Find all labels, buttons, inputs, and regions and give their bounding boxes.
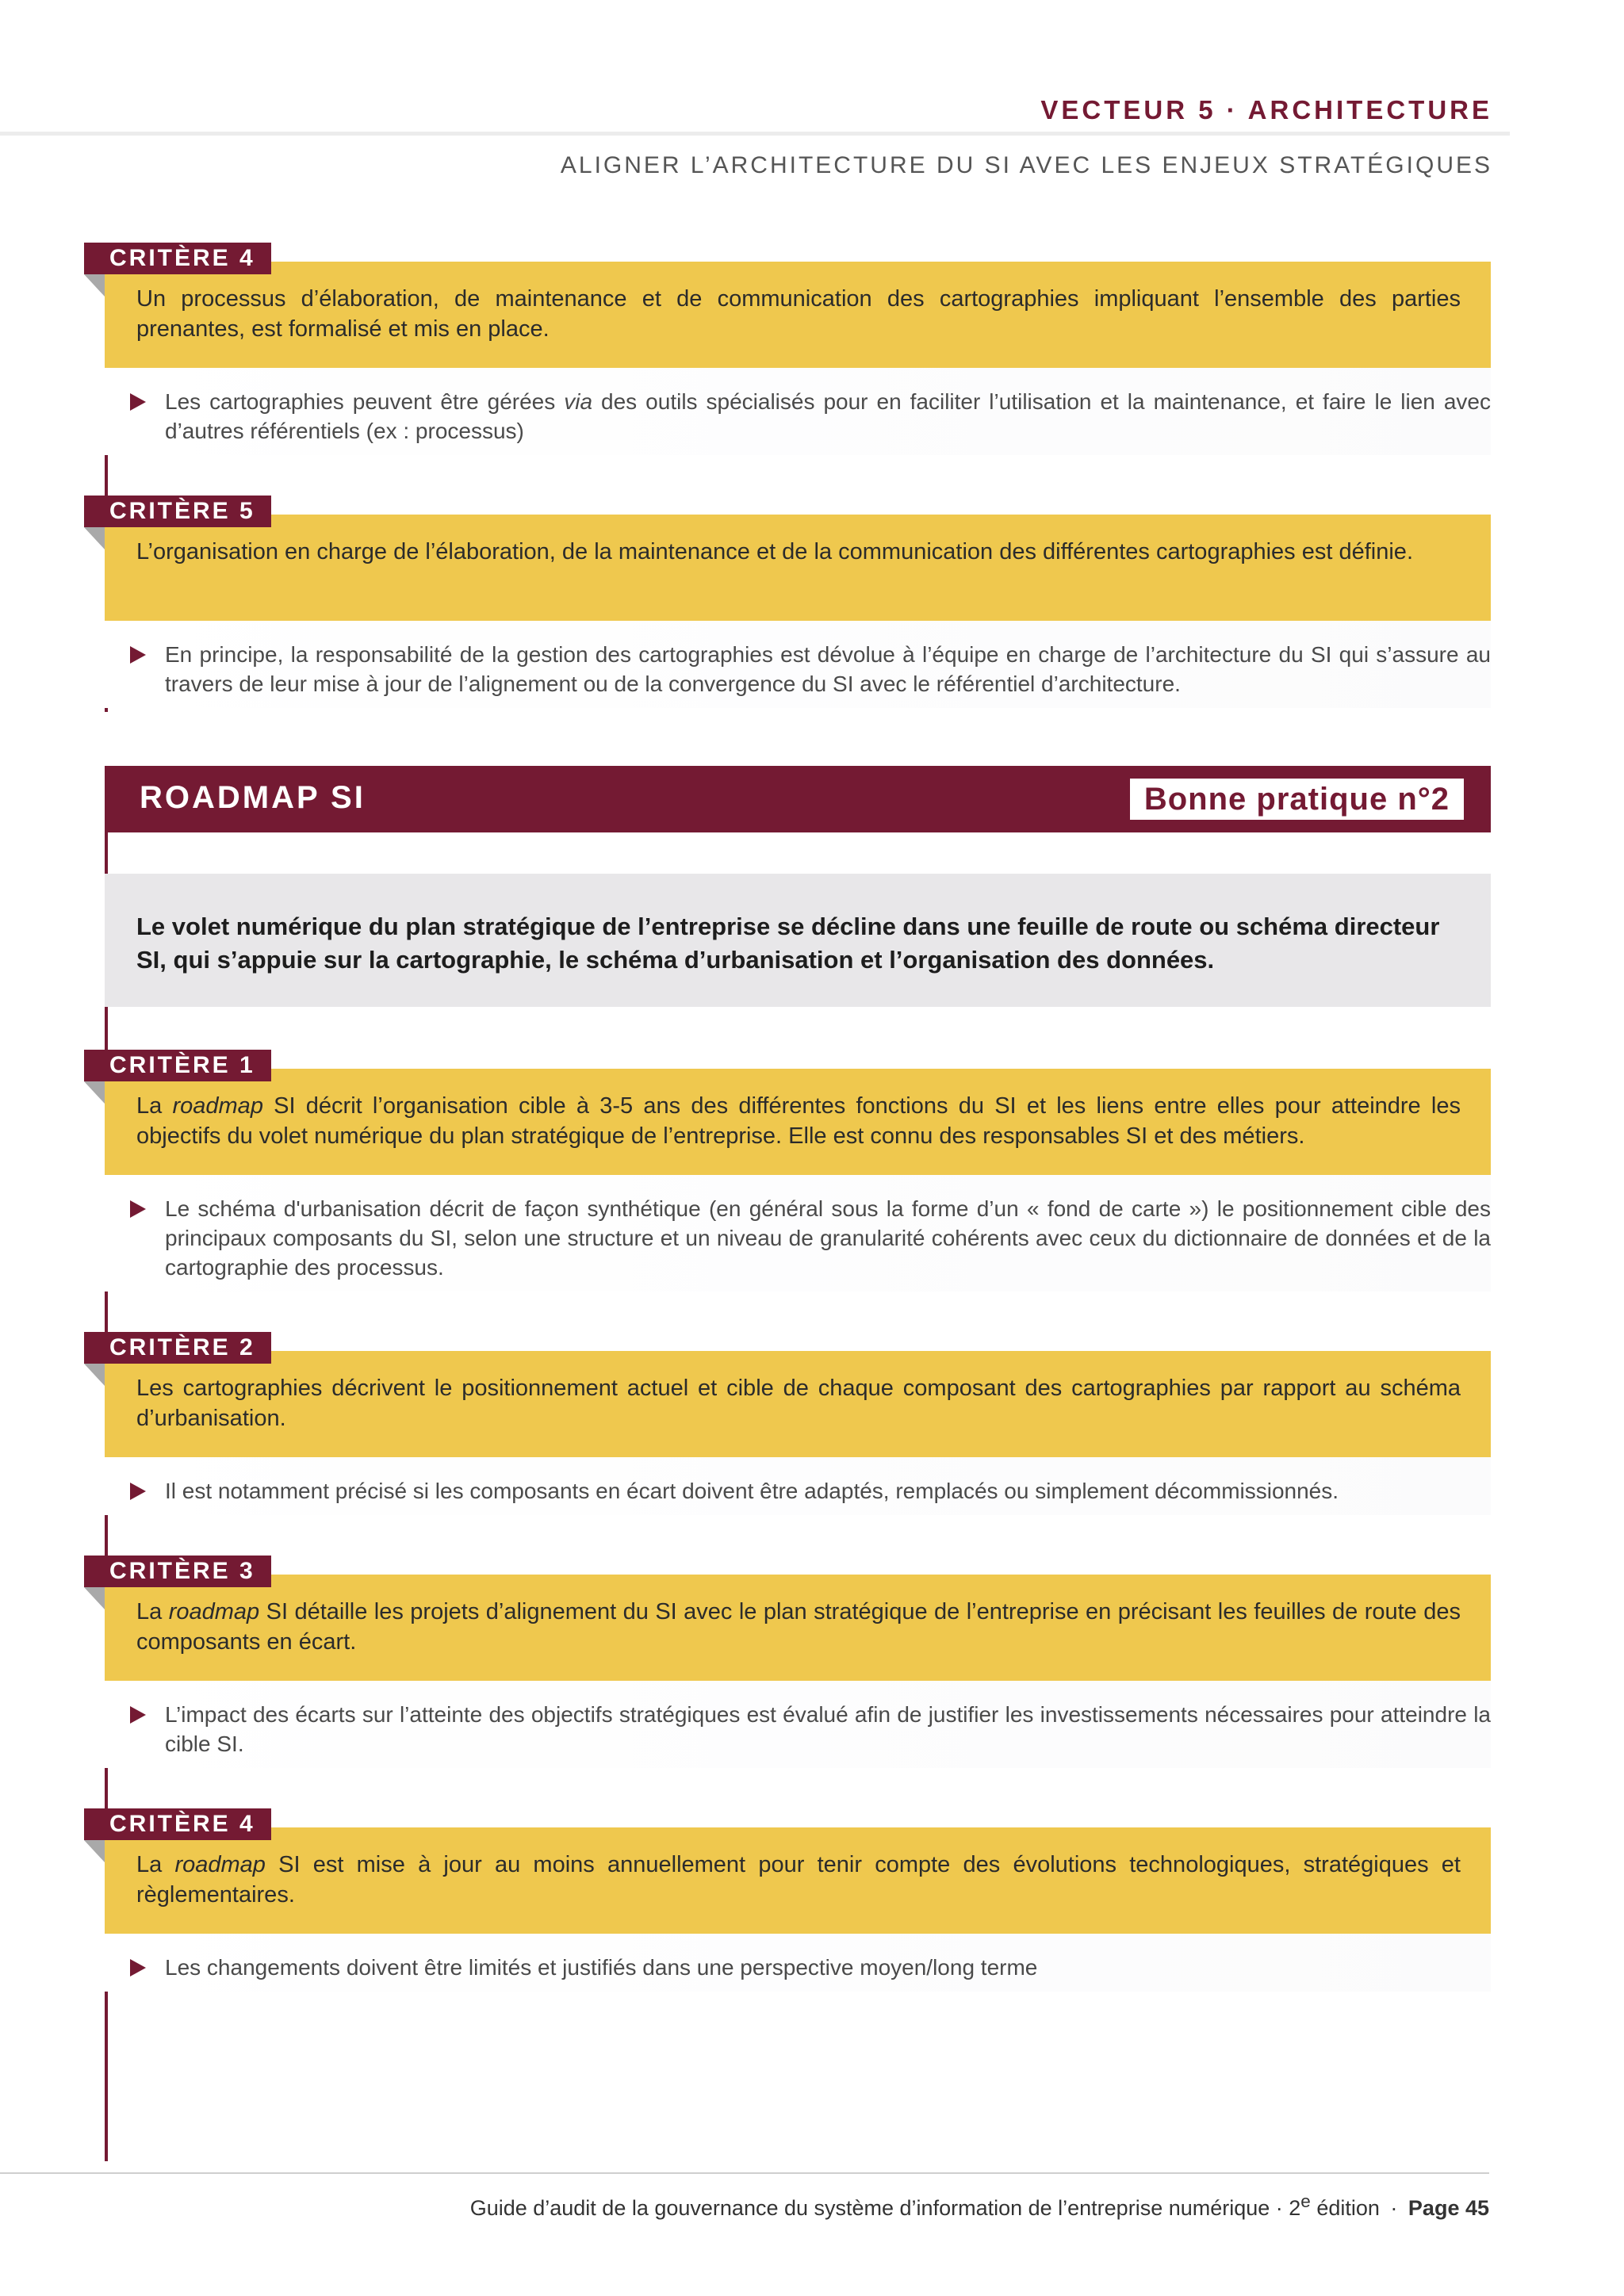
- criterion-fold: [84, 1587, 105, 1609]
- note-text: En principe, la responsabilité de la gestion des cartographies est dévolue à l’équipe en charge de l’architecture du SI qui s’assure au travers de leur mise à jour de l’alignement ou de la convergence du SI avec le référentiel d’architecture.: [165, 640, 1491, 698]
- criterion-note: [105, 1175, 1491, 1292]
- criterion-text: La roadmap SI décrit l’organisation cible à 3-5 ans des différentes fonctions du SI et les liens entre elles pour atteindre les objectifs du volet numérique du plan stratégique de l’entreprise. Elle est connu des responsables SI et des métiers.: [105, 1069, 1491, 1175]
- page-number: Page 45: [1408, 2196, 1489, 2220]
- criterion-text: La roadmap SI détaille les projets d’alignement du SI avec le plan stratégique de l’entreprise en précisant les feuilles de route des composants en écart.: [105, 1575, 1491, 1681]
- criterion-note: [105, 1457, 1491, 1515]
- edition-superscript: e: [1300, 2191, 1311, 2211]
- header-divider: [0, 132, 1510, 136]
- criterion-note: [105, 1681, 1491, 1768]
- roadmap-header: [105, 766, 1491, 832]
- criterion-fold: [84, 527, 105, 549]
- roadmap-summary: Le volet numérique du plan stratégique de l’entreprise se décline dans une feuille de route ou schéma directeur SI, qui s’appuie sur la cartographie, le schéma d’urbanisation et l’organisation des données.: [105, 874, 1491, 1007]
- criterion-label: CRITÈRE 5: [84, 496, 271, 527]
- criterion-label: CRITÈRE 1: [84, 1050, 271, 1081]
- footer-separator: ·: [1390, 2196, 1398, 2220]
- criterion-text: Un processus d’élaboration, de maintenance et de communication des cartographies impliquant l’ensemble des parties prenantes, est formalisé et mis en place.: [105, 262, 1491, 368]
- criterion-label: CRITÈRE 4: [84, 243, 271, 274]
- edition-label: édition: [1310, 2196, 1380, 2220]
- note-text: Il est notamment précisé si les composants en écart doivent être adaptés, remplacés ou simplement décommissionnés.: [165, 1476, 1491, 1506]
- criterion-text: L’organisation en charge de l’élaboration, de la maintenance et de la communication des différentes cartographies est définie.: [105, 515, 1491, 621]
- criterion-text: La roadmap SI est mise à jour au moins annuellement pour tenir compte des évolutions technologiques, stratégiques et règlementaires.: [105, 1827, 1491, 1934]
- criterion-fold: [84, 1364, 105, 1386]
- best-practice-badge: Bonne pratique n°2: [1130, 779, 1464, 820]
- criterion-label: CRITÈRE 4: [84, 1808, 271, 1840]
- criterion-note: [105, 368, 1491, 455]
- guide-title: Guide d’audit de la gouvernance du système d’information de l’entreprise numérique · 2: [469, 2196, 1301, 2220]
- criterion-label: CRITÈRE 3: [84, 1556, 271, 1587]
- criterion-fold: [84, 1081, 105, 1104]
- criterion-note: [105, 621, 1491, 708]
- criterion-note: [105, 1934, 1491, 1992]
- criterion-fold: [84, 1840, 105, 1862]
- note-text: Les changements doivent être limités et justifiés dans une perspective moyen/long terme: [165, 1953, 1491, 1982]
- vector-subtitle: ALIGNER L’ARCHITECTURE DU SI AVEC LES ENJEUX STRATÉGIQUES: [560, 152, 1492, 178]
- footer-divider: [0, 2172, 1489, 2174]
- criterion-label: CRITÈRE 2: [84, 1332, 271, 1364]
- vector-title: VECTEUR 5 · ARCHITECTURE: [1040, 95, 1492, 124]
- criterion-fold: [84, 274, 105, 297]
- note-text: Le schéma d'urbanisation décrit de façon synthétique (en général sous la forme d’un « fond de carte ») le positionnement cible des principaux composants du SI, selon une structure et un niveau de granularité cohérents avec ceux du dictionnaire de données et de la cartographie des processus.: [165, 1194, 1491, 1282]
- note-text: L’impact des écarts sur l’atteinte des objectifs stratégiques est évalué afin de justifier les investissements nécessaires pour atteindre la cible SI.: [165, 1700, 1491, 1758]
- note-text: Les cartographies peuvent être gérées via des outils spécialisés pour en faciliter l’utilisation et la maintenance, et faire le lien avec d’autres référentiels (ex : processus): [165, 387, 1491, 446]
- page-footer: [470, 2191, 1489, 2221]
- criterion-text: Les cartographies décrivent le positionnement actuel et cible de chaque composant des cartographies par rapport au schéma d’urbanisation.: [105, 1351, 1491, 1457]
- roadmap-title: ROADMAP SI: [140, 780, 366, 815]
